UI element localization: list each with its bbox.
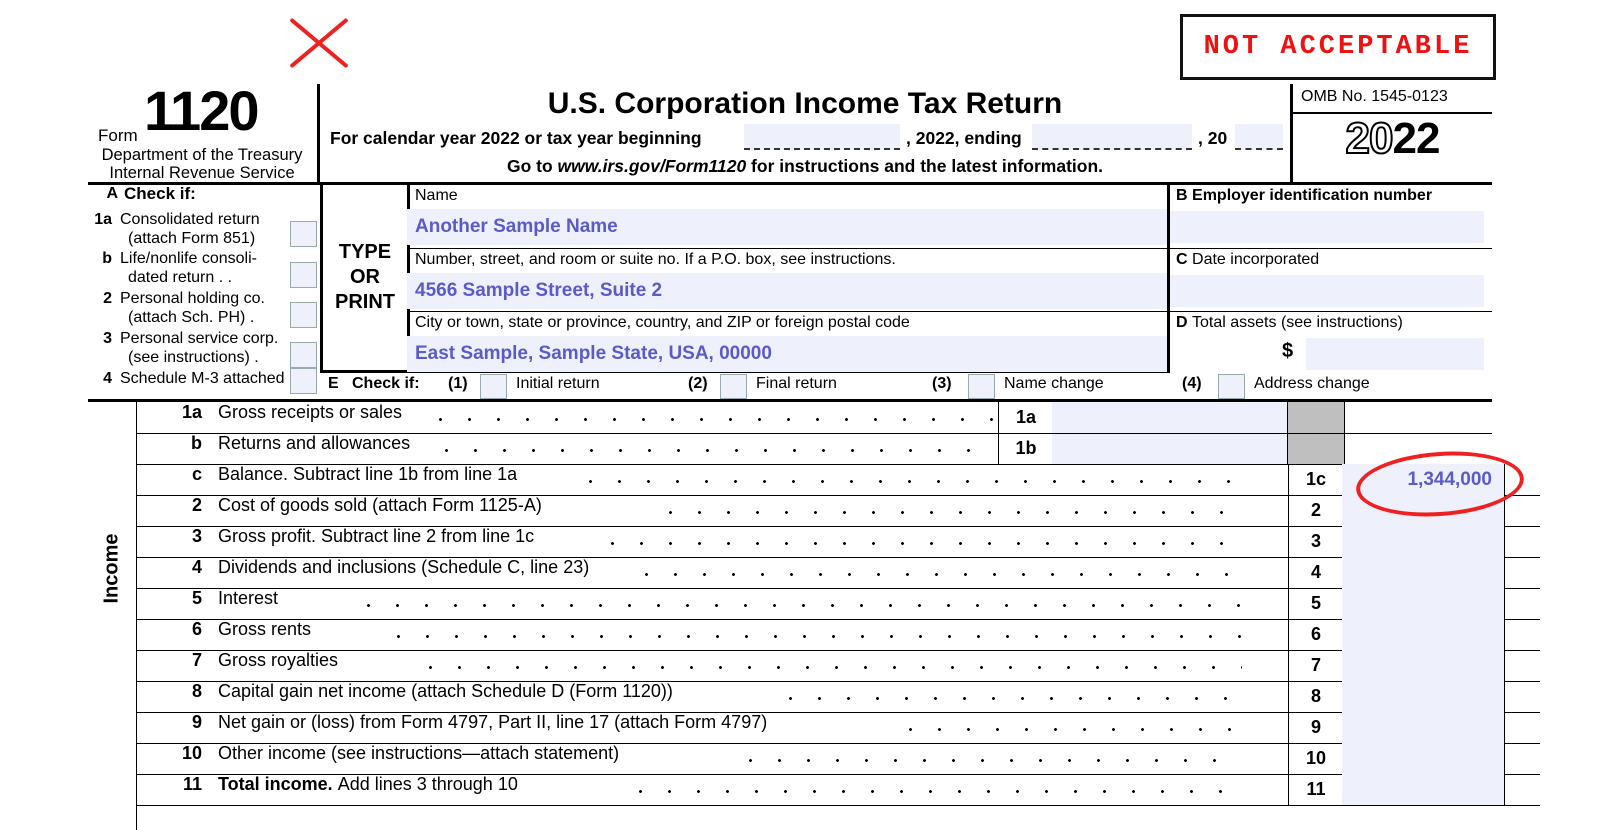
line-9-box: 9 <box>1288 712 1344 743</box>
option-3-number: (3) <box>932 375 952 392</box>
department-line-1: Department of the Treasury <box>101 146 303 164</box>
table-row <box>136 681 1540 713</box>
row-label: Capital gain net income (attach Schedule D (Form 1120)) <box>218 681 673 701</box>
title-block <box>320 84 1290 185</box>
checkbox-life-nonlife[interactable] <box>290 262 317 288</box>
table-row <box>136 464 1540 496</box>
name-caption: Name <box>415 187 458 204</box>
row-number: 4 <box>191 557 202 577</box>
table-row <box>136 619 1540 651</box>
line-11-box: 11 <box>1288 774 1344 805</box>
street-input[interactable]: 4566 Sample Street, Suite 2 <box>407 273 1167 309</box>
item-3-number: 3 <box>103 330 112 347</box>
not-acceptable-stamp-text: NOT ACCEPTABLE <box>1203 32 1473 62</box>
date-incorporated-input[interactable] <box>1170 275 1484 307</box>
section-a-letter: A <box>106 185 118 202</box>
row-number: 6 <box>191 619 202 639</box>
checkbox-personal-holding-co[interactable] <box>290 302 317 328</box>
row-label: Gross royalties <box>218 650 339 670</box>
row-number: c <box>191 464 202 484</box>
table-row <box>136 712 1540 744</box>
item-b-line1: Life/nonlife consoli- <box>120 250 257 267</box>
line-1b-number: 1b <box>998 433 1054 464</box>
form-label: Form <box>98 126 138 145</box>
item-2-line2: (attach Sch. PH) . <box>128 309 255 326</box>
checkbox-final-return[interactable] <box>720 374 747 399</box>
ein-caption <box>1176 187 1432 205</box>
line-7-amount[interactable] <box>1342 650 1505 681</box>
table-row <box>136 588 1540 620</box>
table-row <box>136 526 1540 558</box>
line-6-box: 6 <box>1288 619 1344 650</box>
total-assets-caption <box>1176 314 1403 332</box>
row-label: Other income (see instructions—attach statement) <box>218 743 620 763</box>
right-field-column <box>1170 185 1492 373</box>
line-8-box: 8 <box>1288 681 1344 712</box>
checkbox-schedule-m3[interactable] <box>290 368 317 394</box>
line-4-amount[interactable] <box>1342 557 1505 588</box>
year-suffix: 22 <box>1392 114 1440 163</box>
row-label: Interest <box>218 588 279 608</box>
section-e-label: Check if: <box>352 375 420 392</box>
page-title: U.S. Corporation Income Tax Return <box>547 87 1063 120</box>
table-row <box>136 557 1540 589</box>
table-row <box>136 495 1540 527</box>
line-10-amount[interactable] <box>1342 743 1505 774</box>
item-4-number: 4 <box>103 370 112 387</box>
date-caption-text: Date incorporated <box>1192 250 1320 268</box>
assets-caption-text: Total assets (see instructions) <box>1192 314 1403 331</box>
item-3-line1: Personal service corp. <box>120 330 279 347</box>
form-number: 1120 <box>144 79 258 142</box>
item-4-line1: Schedule M-3 attached <box>120 370 285 387</box>
date-incorporated-caption <box>1176 251 1319 269</box>
line-2-amount[interactable] <box>1342 495 1505 526</box>
department-lines <box>88 146 316 183</box>
type-or-print-line3: PRINT <box>335 291 395 313</box>
line-5-box: 5 <box>1288 588 1344 619</box>
row-number: 10 <box>181 743 202 763</box>
ein-letter: B <box>1176 187 1188 204</box>
city-caption: City or town, state or province, country, and ZIP or foreign postal code <box>415 314 910 331</box>
goto-url[interactable]: www.irs.gov/Form1120 <box>557 156 747 176</box>
calendar-year-suffix: , 20 <box>1198 128 1228 148</box>
row-number: b <box>191 433 202 453</box>
row-number: 5 <box>191 588 202 608</box>
row-number: 9 <box>191 712 202 732</box>
end-date-input[interactable] <box>1032 124 1192 150</box>
item-1a-number: 1a <box>94 211 112 228</box>
table-row <box>136 433 1492 465</box>
checkbox-name-change[interactable] <box>968 374 995 399</box>
row-label <box>218 774 518 795</box>
item-b-line2: dated return . . <box>128 269 233 286</box>
red-x-annotation-icon <box>282 10 356 72</box>
ein-block <box>1170 185 1492 249</box>
year-prefix: 20 <box>1345 114 1393 163</box>
city-field-block <box>407 312 1167 375</box>
tax-year-row <box>320 126 1290 152</box>
row-label-rest: Add lines 3 through 10 <box>337 774 518 794</box>
begin-date-input[interactable] <box>744 124 900 150</box>
option-4-number: (4) <box>1182 375 1202 392</box>
checkbox-initial-return[interactable] <box>480 374 507 399</box>
tax-year-large <box>1293 114 1492 164</box>
name-input[interactable]: Another Sample Name <box>407 209 1167 245</box>
line-1a-number: 1a <box>998 402 1054 433</box>
item-2-line1: Personal holding co. <box>120 290 265 307</box>
goto-instructions <box>320 156 1290 177</box>
goto-prefix: Go to <box>506 156 558 176</box>
row-label: Returns and allowances <box>218 433 411 453</box>
not-acceptable-stamp <box>1180 14 1496 80</box>
table-row <box>136 402 1492 434</box>
item-1a-line2: (attach Form 851) <box>128 230 256 247</box>
section-e-row <box>320 373 1492 399</box>
row-number: 8 <box>191 681 202 701</box>
row-label-bold: Total income. <box>218 774 333 794</box>
ein-input[interactable] <box>1170 211 1484 243</box>
street-caption: Number, street, and room or suite no. If a P.O. box, see instructions. <box>415 250 896 268</box>
option-1-number: (1) <box>448 375 468 392</box>
line-4-box: 4 <box>1288 557 1344 588</box>
line-5-amount[interactable] <box>1342 588 1505 619</box>
option-3-label: Name change <box>1004 375 1104 392</box>
section-a-heading: Check if: <box>124 184 196 203</box>
option-2-label: Final return <box>756 375 837 392</box>
row-number: 7 <box>191 650 202 670</box>
line-11-amount[interactable] <box>1342 774 1505 805</box>
item-b-number: b <box>102 250 112 267</box>
income-section <box>88 399 1492 830</box>
calendar-year-mid: , 2022, ending <box>906 128 1022 148</box>
calendar-year-prefix: For calendar year 2022 or tax year beginning <box>330 128 702 148</box>
checkbox-personal-service-corp[interactable] <box>290 342 317 368</box>
line-10-box: 10 <box>1288 743 1344 774</box>
name-field-block <box>407 185 1167 249</box>
line-3-amount[interactable] <box>1342 526 1505 557</box>
assets-letter: D <box>1176 314 1188 331</box>
item-3-line2: (see instructions) . <box>128 349 259 366</box>
row-label: Gross rents <box>218 619 312 639</box>
total-assets-block <box>1170 312 1492 375</box>
total-assets-input[interactable] <box>1306 338 1484 370</box>
option-4-label: Address change <box>1254 375 1370 392</box>
checkbox-address-change[interactable] <box>1218 374 1245 399</box>
ein-caption-text: Employer identification number <box>1192 187 1433 204</box>
omb-year-block <box>1290 84 1492 185</box>
end-year-input[interactable] <box>1235 124 1283 150</box>
street-field-block <box>407 249 1167 313</box>
row-number: 1a <box>181 402 202 422</box>
row-number: 2 <box>191 495 202 515</box>
department-line-2: Internal Revenue Service <box>109 164 295 183</box>
row-label: Gross receipts or sales <box>218 402 403 422</box>
line-3-box: 3 <box>1288 526 1344 557</box>
row-label: Gross profit. Subtract line 2 from line 1c <box>218 526 535 546</box>
type-or-print-label <box>323 185 410 370</box>
row-label: Balance. Subtract line 1b from line 1a <box>218 464 518 484</box>
checkbox-consolidated-return[interactable] <box>290 221 317 247</box>
table-row <box>136 650 1540 682</box>
type-or-print-block <box>320 185 1170 373</box>
option-1-label: Initial return <box>516 375 600 392</box>
row-label: Cost of goods sold (attach Form 1125-A) <box>218 495 542 515</box>
type-or-print-line2: OR <box>350 266 380 288</box>
omb-number: OMB No. 1545-0123 <box>1301 88 1448 105</box>
option-2-number: (2) <box>688 375 708 392</box>
row-label: Net gain or (loss) from Form 4797, Part II, line 17 (attach Form 4797) <box>218 712 768 732</box>
table-row <box>136 774 1540 806</box>
line-1c-box: 1c <box>1288 464 1344 495</box>
line-9-amount[interactable] <box>1342 712 1505 743</box>
income-side-bar <box>88 402 137 830</box>
section-e-letter: E <box>328 375 339 392</box>
item-2-number: 2 <box>103 290 112 307</box>
line-1c-amount[interactable]: 1,344,000 <box>1342 464 1505 495</box>
line-6-amount[interactable] <box>1342 619 1505 650</box>
currency-symbol: $ <box>1282 340 1294 362</box>
line-8-amount[interactable] <box>1342 681 1505 712</box>
goto-suffix: for instructions and the latest information. <box>746 156 1104 176</box>
table-row <box>136 743 1540 775</box>
row-number: 11 <box>182 774 202 794</box>
date-incorporated-block <box>1170 249 1492 313</box>
row-label: Dividends and inclusions (Schedule C, line 23) <box>218 557 590 577</box>
section-a-checkboxes <box>88 185 320 399</box>
line-2-box: 2 <box>1288 495 1344 526</box>
city-input[interactable]: East Sample, Sample State, USA, 00000 <box>407 336 1167 372</box>
line-7-box: 7 <box>1288 650 1344 681</box>
income-section-label: Income <box>100 533 123 604</box>
item-1a-line1: Consolidated return <box>120 211 260 228</box>
type-or-print-line1: TYPE <box>338 241 392 263</box>
row-number: 3 <box>191 526 202 546</box>
date-letter: C <box>1176 250 1188 268</box>
form-number-block <box>88 79 320 185</box>
